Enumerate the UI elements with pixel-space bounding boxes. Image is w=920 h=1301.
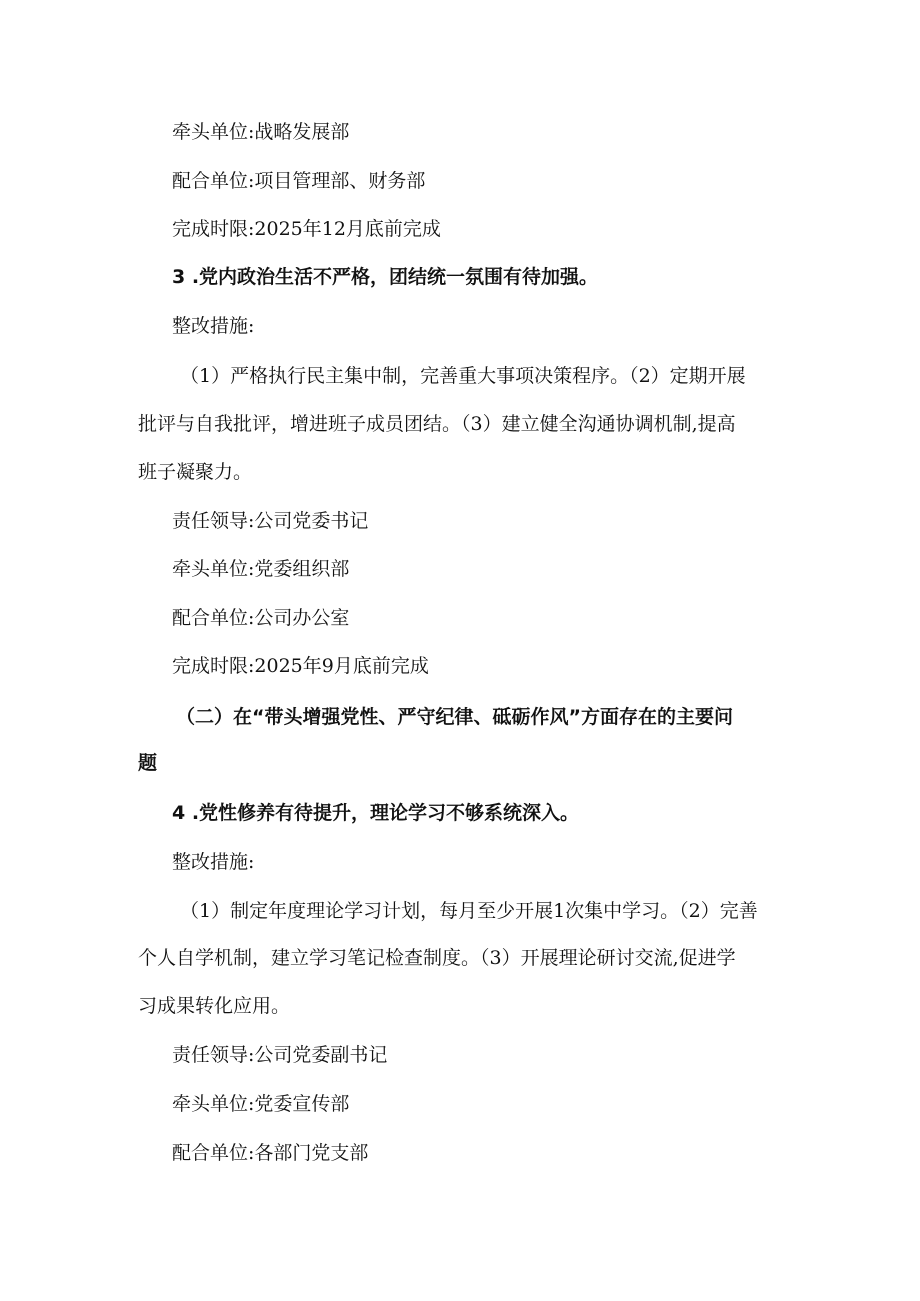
item2-deadline: 完成时限:2025年12月底前完成: [172, 218, 441, 240]
item4-measures-line-3: 习成果转化应用。: [138, 995, 291, 1017]
item3-lead-unit: 牵头单位:党委组织部: [172, 558, 350, 580]
item4-title: 4 .党性修养有待提升，理论学习不够系统深入。: [172, 802, 580, 824]
item3-title: 3 .党内政治生活不严格，团结统一氛围有待加强。: [172, 266, 599, 288]
item4-coop-unit: 配合单位:各部门党支部: [172, 1142, 369, 1164]
item3-coop-unit: 配合单位:公司办公室: [172, 607, 350, 629]
item4-leader: 责任领导:公司党委副书记: [172, 1044, 388, 1066]
item4-measures-label: 整改措施:: [172, 851, 255, 873]
item3-leader: 责任领导:公司党委书记: [172, 510, 369, 532]
item3-measures-line-3: 班子凝聚力。: [138, 461, 253, 483]
item3-deadline: 完成时限:2025年9月底前完成: [172, 655, 429, 677]
item4-measures-line-2: 个人自学机制，建立学习笔记检查制度。（3）开展理论研讨交流,促进学: [138, 947, 736, 969]
item3-measures-label: 整改措施:: [172, 315, 255, 337]
item3-measures-line-2: 批评与自我批评，增进班子成员团结。（3）建立健全沟通协调机制,提高: [138, 413, 736, 435]
item4-measures-line-1: （1）制定年度理论学习计划，每月至少开展1次集中学习。（2）完善: [180, 900, 758, 922]
section2-title-line-1: （二）在“带头增强党性、严守纪律、砥砺作风”方面存在的主要问: [176, 706, 733, 728]
item2-lead-unit: 牵头单位:战略发展部: [172, 121, 350, 143]
item2-coop-unit: 配合单位:项目管理部、财务部: [172, 170, 426, 192]
item3-measures-line-1: （1）严格执行民主集中制，完善重大事项决策程序。（2）定期开展: [180, 365, 746, 387]
section2-title-line-2: 题: [138, 752, 158, 774]
item4-lead-unit: 牵头单位:党委宣传部: [172, 1093, 350, 1115]
